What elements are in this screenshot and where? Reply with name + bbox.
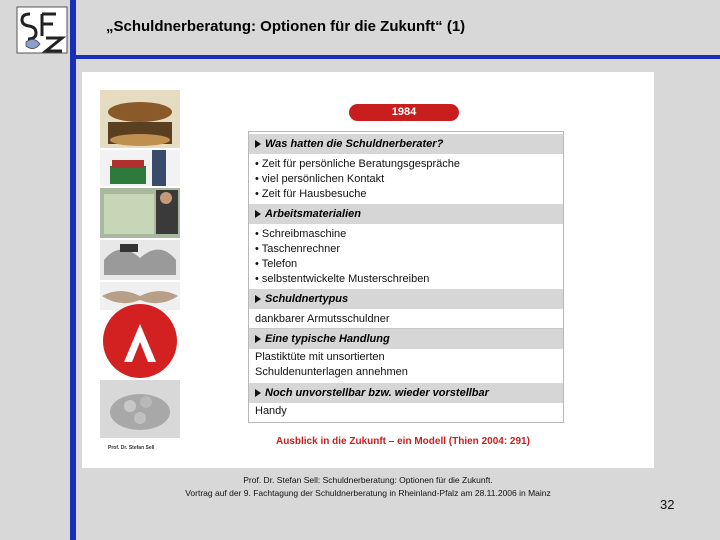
section-header: [249, 383, 563, 403]
section-header: [249, 289, 563, 309]
paper-stacks-photo: [100, 188, 180, 238]
triangle-right-icon: [255, 140, 261, 148]
info-panel: [248, 131, 564, 423]
page-number: 32: [660, 497, 675, 512]
office-binders-photo: [100, 150, 180, 186]
handcuffs-photo: [100, 240, 180, 280]
list-item: Plastiktüte mit unsortierten: [255, 351, 385, 363]
section-heading: Eine typische Handlung: [265, 333, 390, 345]
outlook-caption: Ausblick in die Zukunft – ein Modell (Thien 2004: 291): [276, 436, 530, 447]
photo-credit: Prof. Dr. Stefan Sell: [108, 445, 155, 451]
list-item: • Zeit für Hausbesuche: [255, 188, 367, 200]
triangle-right-icon: [255, 389, 261, 397]
section-heading: Arbeitsmaterialien: [265, 208, 361, 220]
vertical-accent-bar: [70, 0, 76, 540]
horizontal-accent-bar: [70, 55, 720, 59]
coins-scale-photo: [100, 90, 180, 148]
section-heading: Noch unvorstellbar bzw. wieder vorstellbar: [265, 387, 489, 399]
employment-agency-logo: [103, 304, 177, 378]
section-heading: Schuldnertypus: [265, 293, 349, 305]
caption-line: Prof. Dr. Stefan Sell: Schuldnerberatung: Optionen für die Zukunft.: [243, 475, 493, 485]
section-header: [249, 329, 563, 349]
list-item: • Telefon: [255, 258, 298, 270]
list-item: • selbstentwickelte Musterschreiben: [255, 273, 430, 285]
list-item: • Taschenrechner: [255, 243, 340, 255]
photo-column: [100, 90, 180, 440]
section-heading: Was hatten die Schuldnerberater?: [265, 138, 444, 150]
coins-hands-photo: [100, 380, 180, 438]
list-item: • Schreibmaschine: [255, 228, 347, 240]
section-header: [249, 134, 563, 154]
list-item: dankbarer Armutsschuldner: [255, 313, 390, 325]
triangle-right-icon: [255, 210, 261, 218]
footer-caption: [82, 474, 654, 500]
list-item: • viel persönlichen Kontakt: [255, 173, 385, 185]
caption-line: Vortrag auf der 9. Fachtagung der Schuldnerberatung in Rheinland-Pfalz am 28.11.2006 in Mainz: [185, 488, 551, 498]
page-title: „Schuldnerberatung: Optionen für die Zukunft“ (1): [106, 18, 466, 35]
sfz-logo-icon: [16, 6, 68, 54]
triangle-right-icon: [255, 335, 261, 343]
list-item: • Zeit für persönliche Beratungsgespräche: [255, 158, 461, 170]
section-header: [249, 204, 563, 224]
list-item: Schuldenunterlagen annehmen: [255, 366, 408, 378]
year-badge: 1984: [349, 104, 459, 121]
list-item: Handy: [255, 405, 287, 417]
triangle-right-icon: [255, 295, 261, 303]
